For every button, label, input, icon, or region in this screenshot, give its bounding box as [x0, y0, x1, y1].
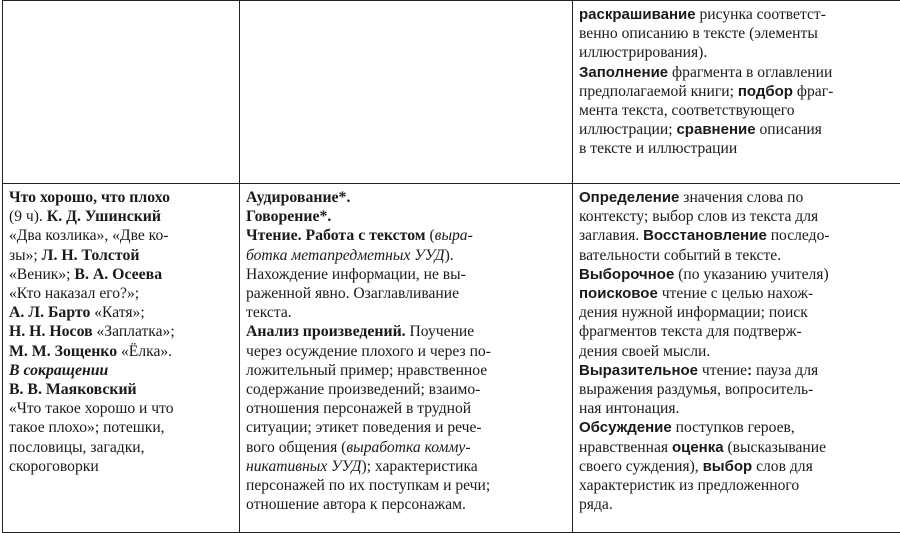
text-line: отношение автора к персонажам. [246, 496, 466, 514]
text-line: через осуждение плохого и через по- [246, 342, 491, 360]
text-line: ботка метапредметных УУД). [246, 246, 454, 264]
text-line: Аудирование*. [246, 189, 351, 206]
text-line: А. Л. Барто «Катя»; [9, 304, 145, 322]
text-line: венно описанию в тексте (элементы [579, 25, 818, 43]
text-line: отношения персонажей в трудной [246, 400, 472, 418]
text-line: иллюстрации; сравнение описания [579, 121, 822, 139]
text-line: фрагментов текста для подтверж- [579, 323, 802, 341]
text-line: предполагаемой книги; подбор фраг- [579, 82, 834, 100]
cell-content [240, 184, 573, 533]
table-row [3, 1, 900, 184]
text-line: Нахождение информации, не вы- [246, 265, 466, 283]
text-line: такое плохо»; потешки, [9, 419, 165, 437]
section-title: Что хорошо, что плохо [9, 189, 170, 206]
text-line: пословицы, загадки, [9, 438, 145, 456]
text-line: заглавия. Восстановление последо- [579, 227, 830, 245]
text-line: Н. Н. Носов «Заплатка»; [9, 323, 175, 341]
text-line: зы»; Л. Н. Толстой [9, 246, 140, 264]
text-line: В. В. Маяковский [9, 381, 137, 399]
text-line: Чтение. Работа с текстом (выра- [246, 227, 473, 245]
text-line: Выразительное чтение: пауза для [579, 361, 819, 379]
curriculum-table [2, 0, 900, 533]
text-line: «Кто наказал его?»; [9, 285, 140, 303]
text-line: М. М. Зощенко «Ёлка». [9, 342, 173, 360]
table-row [3, 184, 900, 533]
cell-activities [573, 184, 900, 533]
text-line: раженной явно. Озаглавливание [246, 285, 460, 303]
text-line: «Два козлика», «Две ко- [9, 227, 169, 245]
text-line: дения своей мысли. [579, 342, 711, 360]
text-line: ситуации; этикет поведения и рече- [246, 419, 482, 437]
cell-topic-empty [3, 1, 240, 184]
cell-activities-continued [573, 1, 900, 184]
text-line: иллюстрирования). [579, 44, 708, 62]
text-line: контексту; выбор слов из текста для [579, 208, 819, 226]
text-line: вательности событий в тексте. [579, 246, 782, 264]
text-line: ная интонация. [579, 400, 680, 418]
text-line: содержание произведений; взаимо- [246, 381, 481, 399]
text-line: Анализ произведений. Поучение [246, 323, 475, 341]
text-line: дения нужной информации; поиск [579, 304, 808, 322]
text-line: Выборочное (по указанию учителя) [579, 265, 829, 283]
text-line: (9 ч). К. Д. Ушинский [9, 208, 162, 226]
text-line: Заполнение фрагмента в оглавлении [579, 63, 833, 81]
text-line: своего суждения), выбор слов для [579, 457, 813, 475]
text-line: мента текста, соответствующего [579, 102, 795, 120]
text-line: в тексте и иллюстрации [579, 140, 738, 158]
text-line: никативных УУД); характеристика [246, 457, 478, 475]
cell-content-empty [240, 1, 573, 184]
text-line: Определение значения слова по [579, 189, 804, 206]
text-line: Обсуждение поступков героев, [579, 419, 795, 437]
text-line: нравственная оценка (высказывание [579, 438, 827, 456]
text-line: Говорение*. [246, 208, 332, 226]
text-line: В сокращении [9, 361, 109, 379]
text-line: поисковое чтение с целью нахож- [579, 285, 814, 303]
text-line: вого общения (выработка комму- [246, 438, 471, 456]
text-line: выражения раздумья, вопроситель- [579, 381, 814, 399]
text-line: персонажей по их поступкам и речи; [246, 477, 491, 495]
text-line: раскрашивание рисунка соответст- [579, 6, 826, 23]
text-line: «Что такое хорошо и что [9, 400, 174, 418]
cell-topic [3, 184, 240, 533]
text-line: текста. [246, 304, 292, 322]
text-line: ложительный пример; нравственное [246, 361, 488, 379]
text-line: ряда. [579, 496, 613, 514]
text-line: «Веник»; В. А. Осеева [9, 265, 163, 283]
text-line: характеристик из предложенного [579, 477, 800, 495]
text-line: скороговорки [9, 457, 99, 475]
